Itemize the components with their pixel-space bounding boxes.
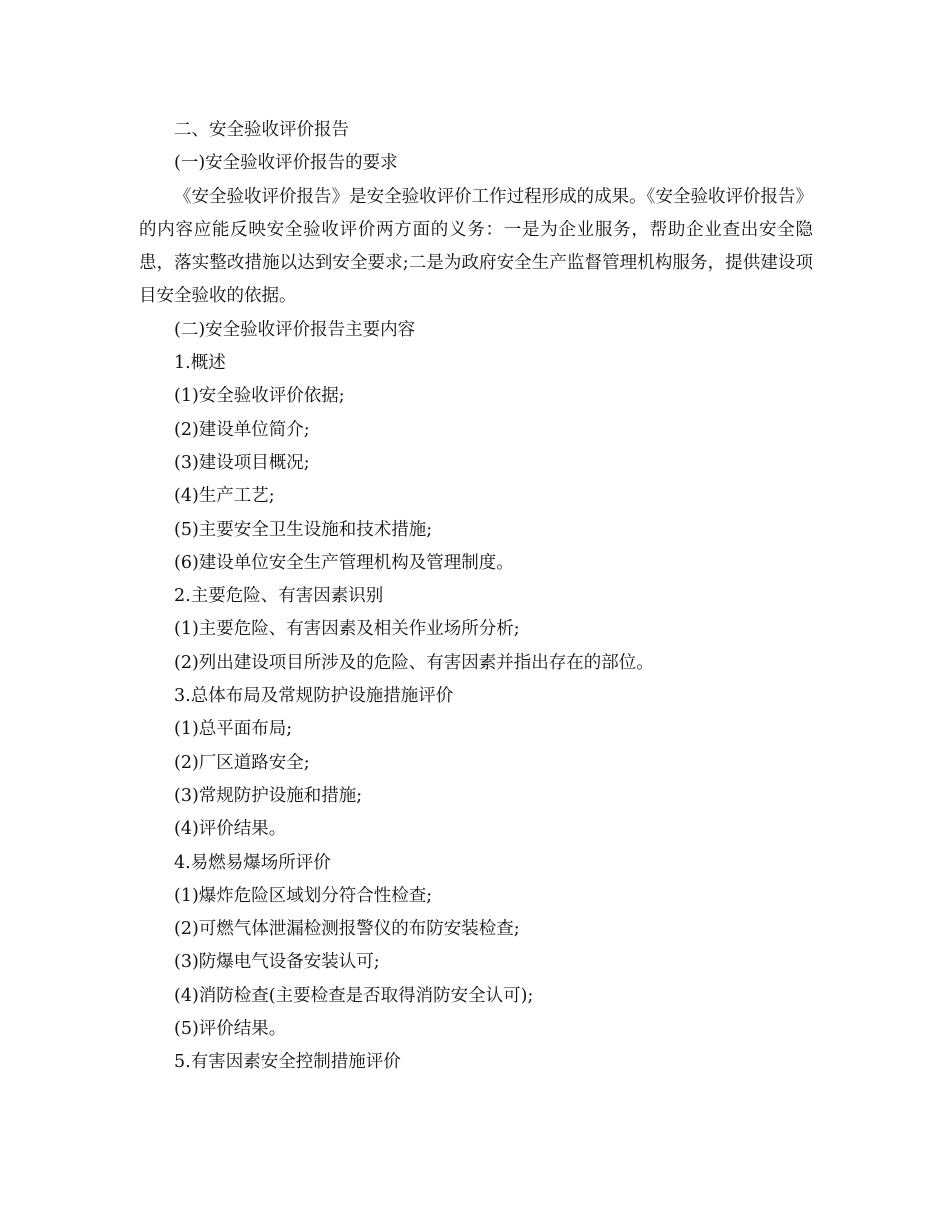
outline-line: (4)评价结果。 [174,819,287,840]
outline-line: (5)评价结果。 [174,1019,287,1040]
outline-line: (3)常规防护设施和措施; [174,785,363,806]
outline-line: (1)总平面布局; [174,719,293,740]
outline-line: (4)消防检查(主要检查是否取得消防安全认可); [174,985,534,1006]
subsection-heading: (一)安全验收评价报告的要求 [174,153,398,174]
outline-line: (3)建设项目概况; [174,452,310,473]
outline-line: 2.主要危险、有害因素识别 [174,586,384,607]
outline-line: (二)安全验收评价报告主要内容 [174,319,416,340]
outline-line: 1.概述 [174,353,226,374]
body-paragraph: 《安全验收评价报告》是安全验收评价工作过程形成的成果。《安全验收评价报告》的内容应能反映安全验收评价两方面的义务：一是为企业服务，帮助企业查出安全隐患，落实整改措施以达到安全要求;二是为政府安全生产监督管理机构服务，提供建设项目安全验收的依据。 [139,186,813,307]
outline-line: 5.有害因素安全控制措施评价 [174,1052,401,1073]
outline-line: (2)列出建设项目所涉及的危险、有害因素并指出存在的部位。 [174,652,654,673]
outline-line: (6)建设单位安全生产管理机构及管理制度。 [174,552,514,573]
outline-line: 3.总体布局及常规防护设施措施评价 [174,686,454,707]
section-heading: 二、安全验收评价报告 [174,120,349,140]
outline-line: (1)主要危险、有害因素及相关作业场所分析; [174,619,520,640]
outline-line: (2)厂区道路安全; [174,752,310,773]
outline-line: (4)生产工艺; [174,486,275,507]
outline-line: (2)可燃气体泄漏检测报警仪的布防安装检查; [174,919,520,940]
outline-line: (1)安全验收评价依据; [174,386,345,407]
document-body [139,114,813,1080]
outline-line: (1)爆炸危险区域划分符合性检查; [174,885,433,906]
outline-line: 4.易燃易爆场所评价 [174,852,331,873]
outline-line: (3)防爆电气设备安装认可; [174,952,380,973]
outline-line: (2)建设单位简介; [174,419,310,440]
outline-line: (5)主要安全卫生设施和技术措施; [174,519,433,540]
content-outline [139,314,813,1080]
